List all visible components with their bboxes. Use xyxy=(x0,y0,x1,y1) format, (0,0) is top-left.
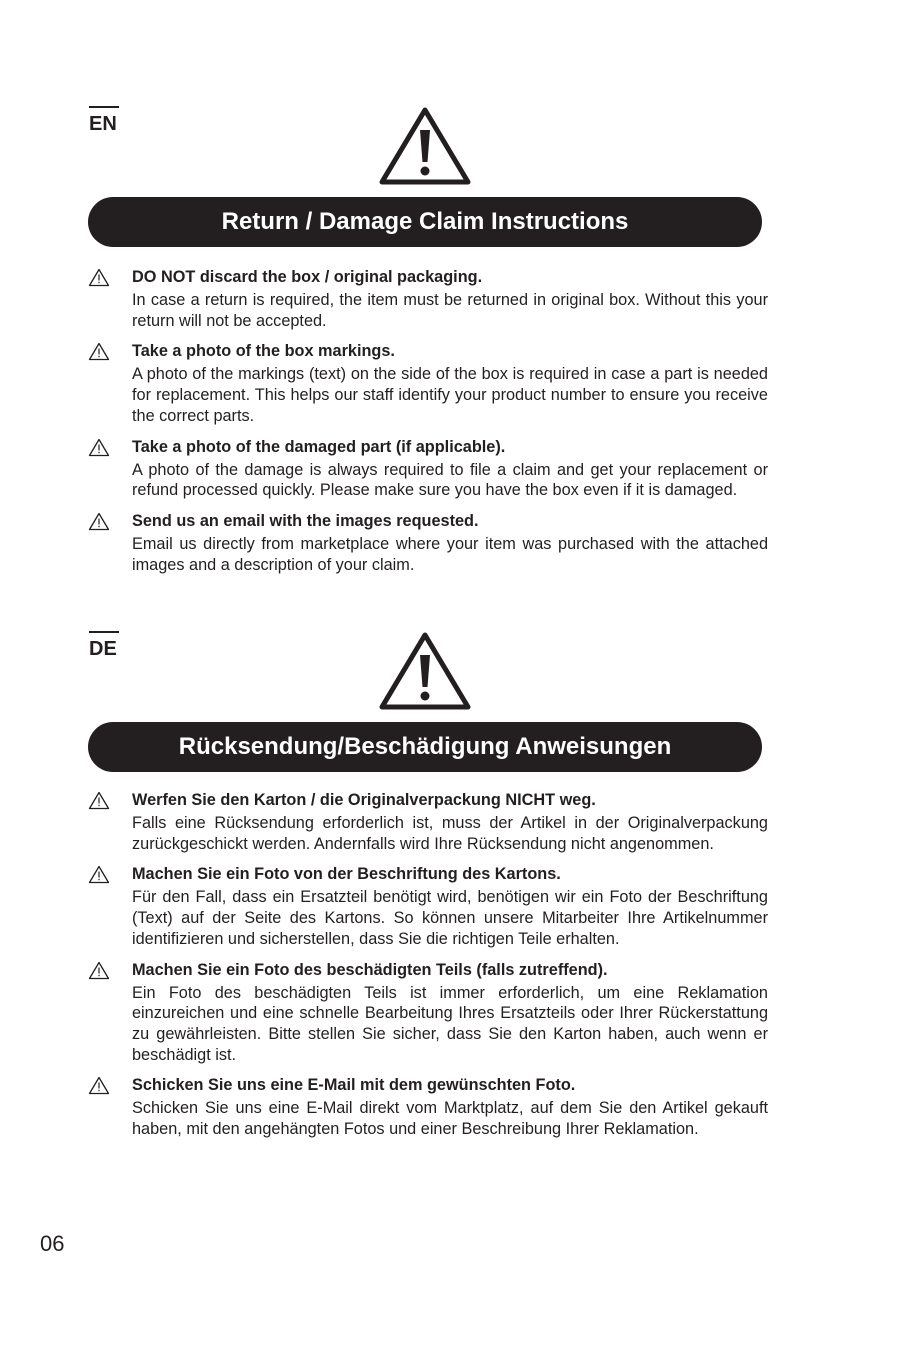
page-number: 06 xyxy=(40,1231,65,1256)
instruction-heading: Schicken Sie uns eine E-Mail mit dem gewünschten Foto. xyxy=(132,1076,576,1095)
warning-triangle-icon xyxy=(88,438,110,457)
instruction-item xyxy=(88,437,768,501)
instruction-item xyxy=(88,1075,768,1139)
instruction-text: Für den Fall, dass ein Ersatzteil benötigt wird, benötigen wir ein Foto der Beschriftung (Text) auf der Seite des Kartons. So können unsere Mitarbeiter Ihre Artikelnummer identifizieren und sicherstellen, dass Sie die richtigen Teile erhalten. xyxy=(132,888,768,948)
instruction-heading: Send us an email with the images requested. xyxy=(132,511,479,530)
instruction-heading: DO NOT discard the box / original packaging. xyxy=(132,268,483,286)
section-title-banner: Rücksendung/Beschädigung Anweisungen xyxy=(88,722,762,772)
warning-triangle-icon xyxy=(88,1076,110,1095)
instruction-item xyxy=(88,790,768,854)
instruction-text: A photo of the markings (text) on the side of the box is required in case a part is needed for replacement. This helps our staff identify your product number to ensure you receive the correct parts. xyxy=(132,365,768,425)
instruction-item xyxy=(88,267,768,331)
instruction-list-de xyxy=(88,790,768,1150)
instruction-heading: Machen Sie ein Foto von der Beschriftung des Kartons. xyxy=(132,865,561,884)
warning-triangle-icon xyxy=(88,512,110,531)
language-tag-de: DE xyxy=(89,631,119,660)
instruction-item xyxy=(88,864,768,949)
instruction-item xyxy=(88,511,768,575)
instruction-heading: Werfen Sie den Karton / die Originalverpackung NICHT weg. xyxy=(132,791,596,809)
instruction-text: Email us directly from marketplace where your item was purchased with the attached images and a description of your claim. xyxy=(132,534,768,574)
instruction-text: Falls eine Rücksendung erforderlich ist, muss der Artikel in der Originalverpackung zurückgeschickt werden. Andernfalls wird Ihre Rücksendung nicht angenommen. xyxy=(132,814,768,853)
warning-triangle-icon xyxy=(88,865,110,884)
warning-triangle-icon xyxy=(88,791,110,810)
instruction-item xyxy=(88,960,768,1066)
instruction-item xyxy=(88,341,768,426)
section-title-banner: Return / Damage Claim Instructions xyxy=(88,197,762,247)
language-tag-en: EN xyxy=(89,106,119,135)
instruction-text: Schicken Sie uns eine E-Mail direkt vom Marktplatz, auf dem Sie den Artikel gekauft haben, mit den angehängten Fotos und einer Beschreibung Ihrer Reklamation. xyxy=(132,1099,768,1139)
instruction-text: In case a return is required, the item must be returned in original box. Without this your return will not be accepted. xyxy=(132,291,768,330)
instruction-text: A photo of the damage is always required to file a claim and get your replacement or refund processed quickly. Please make sure you have the box even if it is damaged. xyxy=(132,460,768,500)
warning-triangle-icon xyxy=(88,342,110,361)
instruction-text: Ein Foto des beschädigten Teils ist immer erforderlich, um eine Reklamation einzureichen und eine schnelle Bearbeitung Ihres Ersatzteils oder Ihrer Rückerstattung zu gewährleisten. Bitte stellen Sie sicher, dass Sie den Karton haben, auch wenn er beschädigt ist. xyxy=(132,983,768,1064)
instruction-heading: Take a photo of the damaged part (if applicable). xyxy=(132,437,506,456)
warning-triangle-icon xyxy=(88,961,110,980)
instruction-heading: Take a photo of the box markings. xyxy=(132,342,395,361)
instruction-heading: Machen Sie ein Foto des beschädigten Teils (falls zutreffend). xyxy=(132,960,608,979)
instruction-list-en xyxy=(88,267,768,585)
warning-triangle-icon xyxy=(378,631,472,711)
warning-triangle-icon xyxy=(88,268,110,287)
warning-triangle-icon xyxy=(378,106,472,186)
